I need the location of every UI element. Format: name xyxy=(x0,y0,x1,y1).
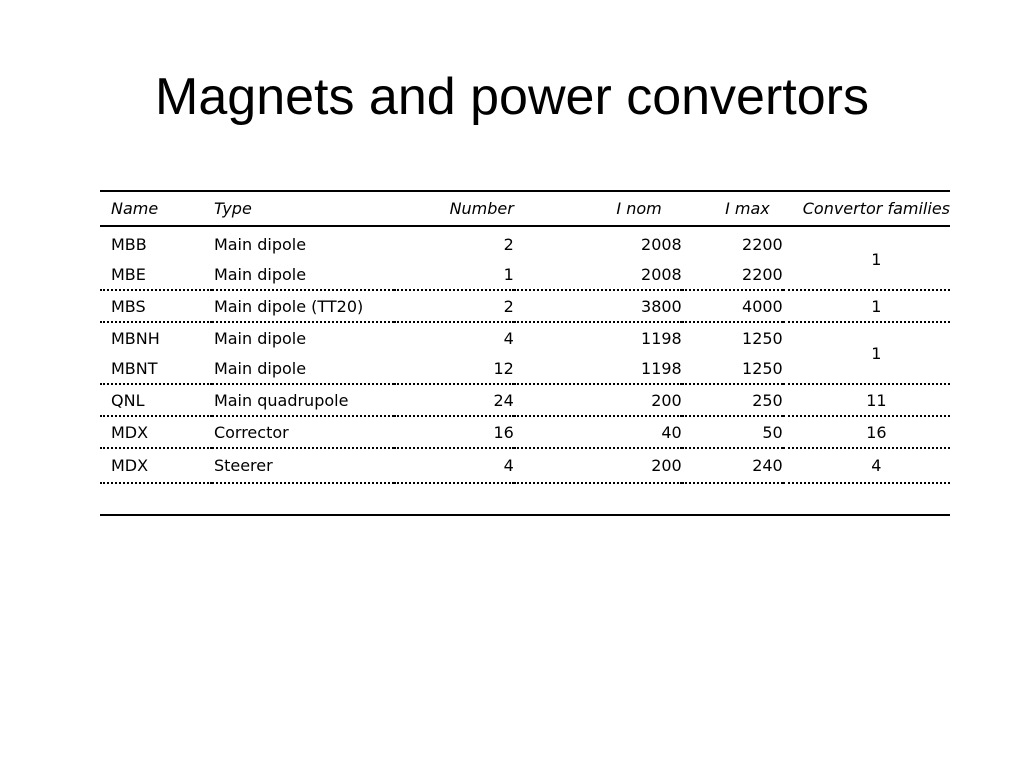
cell-name: MDX xyxy=(100,448,212,483)
cell-convertor-families: 1 xyxy=(783,290,950,322)
cell-convertor-families: 1 xyxy=(783,226,950,290)
cell-name: MBS xyxy=(100,290,212,322)
cell-imax: 250 xyxy=(682,384,783,416)
cell-inom: 2008 xyxy=(514,259,682,290)
cell-inom: 3800 xyxy=(514,290,682,322)
cell-number: 4 xyxy=(394,448,514,483)
magnets-table xyxy=(100,190,950,516)
table-row xyxy=(100,416,950,448)
cell-type: Corrector xyxy=(212,416,394,448)
header-imax: I max xyxy=(682,191,783,226)
cell-number: 4 xyxy=(503,328,514,348)
header-inom: I nom xyxy=(514,191,682,226)
cell-name: MBNT xyxy=(100,353,212,384)
cell-imax: 240 xyxy=(682,448,783,483)
cell-imax: 2200 xyxy=(742,234,783,254)
table-row xyxy=(100,290,950,322)
empty-cell xyxy=(100,483,950,515)
table-row xyxy=(100,384,950,416)
cell-number: 2 xyxy=(394,290,514,322)
cell-number: 16 xyxy=(394,416,514,448)
table-spacer-row xyxy=(100,483,950,515)
header-number: Number xyxy=(394,191,514,226)
cell-name: MBE xyxy=(100,259,212,290)
table-row xyxy=(100,226,950,259)
cell-imax: 50 xyxy=(682,416,783,448)
cell-imax: 1250 xyxy=(742,328,783,348)
cell-name: MBB xyxy=(111,234,147,254)
cell-convertor-families: 4 xyxy=(783,448,950,483)
cell-type: Main quadrupole xyxy=(212,384,394,416)
cell-number: 1 xyxy=(394,259,514,290)
header-convertor-families: Convertor families xyxy=(783,191,950,226)
cell-inom: 40 xyxy=(514,416,682,448)
cell-name: QNL xyxy=(100,384,212,416)
cell-name: MBNH xyxy=(111,328,160,348)
cell-type: Main dipole xyxy=(212,259,394,290)
cell-type: Steerer xyxy=(212,448,394,483)
cell-type: Main dipole xyxy=(212,353,394,384)
cell-name: MDX xyxy=(100,416,212,448)
cell-number: 12 xyxy=(394,353,514,384)
table-row xyxy=(100,322,950,353)
magnets-table-container xyxy=(100,190,950,516)
cell-convertor-families: 1 xyxy=(783,322,950,384)
slide-title: Magnets and power convertors xyxy=(155,68,869,126)
cell-inom: 1198 xyxy=(641,328,682,348)
cell-convertor-families: 16 xyxy=(783,416,950,448)
header-name: Name xyxy=(100,191,212,226)
table-row xyxy=(100,448,950,483)
cell-inom: 200 xyxy=(514,384,682,416)
cell-inom: 2008 xyxy=(641,234,682,254)
cell-inom: 200 xyxy=(514,448,682,483)
cell-imax: 4000 xyxy=(682,290,783,322)
cell-type: Main dipole xyxy=(213,234,307,254)
cell-imax: 1250 xyxy=(682,353,783,384)
cell-type: Main dipole (TT20) xyxy=(212,290,394,322)
cell-inom: 1198 xyxy=(514,353,682,384)
cell-type: Main dipole xyxy=(213,328,307,348)
cell-convertor-families: 11 xyxy=(783,384,950,416)
cell-number: 2 xyxy=(503,234,514,254)
table-header-row xyxy=(100,191,950,226)
cell-number: 24 xyxy=(394,384,514,416)
cell-imax: 2200 xyxy=(682,259,783,290)
header-type: Type xyxy=(212,191,394,226)
